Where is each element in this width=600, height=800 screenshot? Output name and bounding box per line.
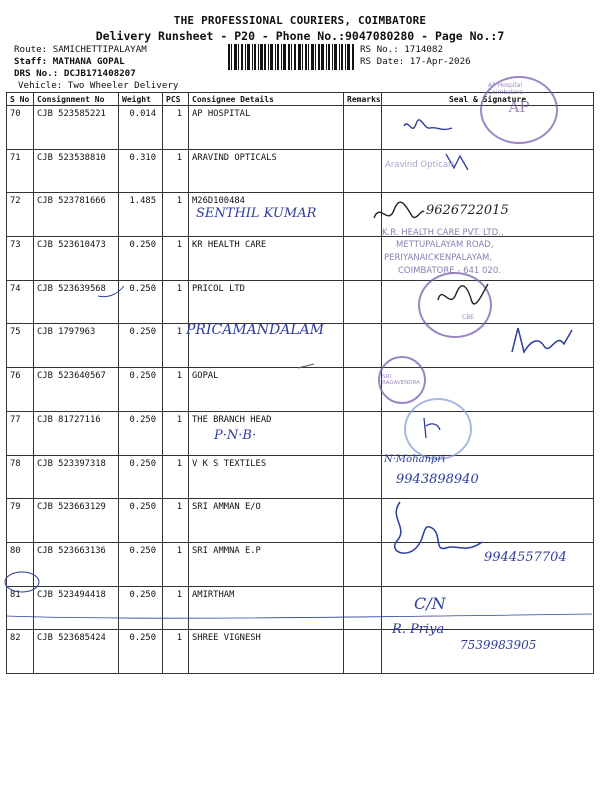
- remarks-cell: [344, 149, 382, 193]
- weight-cell: 1.485: [119, 193, 163, 237]
- circle-mark-row-81: [4, 570, 44, 594]
- handwritten-name-row-72: SENTHIL KUMAR: [196, 206, 317, 221]
- sno-cell: 82: [7, 630, 34, 674]
- table-row: [7, 499, 594, 543]
- company-title: THE PROFESSIONAL COURIERS, COIMBATORE: [173, 14, 427, 27]
- col-header-sno: S No: [7, 93, 34, 106]
- table-row: [7, 237, 594, 281]
- signature-row-74: [432, 280, 492, 314]
- sno-cell: 80: [7, 542, 34, 586]
- consignee-cell: SRI AMMAN E/O: [189, 499, 344, 543]
- consignee-cell: KR HEALTH CARE: [189, 237, 344, 281]
- weight-cell: 0.250: [119, 630, 163, 674]
- col-header-seal: Seal & Signature: [382, 93, 594, 106]
- sno-cell: 81: [7, 586, 34, 630]
- remarks-cell: [344, 630, 382, 674]
- handwritten-phone-row-72: 9626722015: [426, 203, 509, 218]
- table-row: [7, 411, 594, 455]
- remarks-cell: [344, 455, 382, 499]
- sno-cell: 76: [7, 368, 34, 412]
- staff-line: [14, 56, 125, 67]
- handwritten-name-row-78: N·Mohanpri: [384, 454, 446, 465]
- consignment-cell: CJB 523610473: [34, 237, 119, 281]
- handwritten-note-row-81: C/N: [414, 594, 446, 613]
- pen-line-row-81: [4, 592, 594, 622]
- consignee-cell: AP HOSPITAL: [189, 106, 344, 150]
- pcs-cell: 1: [163, 499, 189, 543]
- pcs-cell: 1: [163, 280, 189, 324]
- pcs-cell: 1: [163, 193, 189, 237]
- handwritten-note-row-77: P·N·B·: [214, 428, 257, 443]
- consignment-cell: CJB 523397318: [34, 455, 119, 499]
- signature-row-72: [372, 200, 426, 226]
- pcs-cell: 1: [163, 149, 189, 193]
- weight-cell: 0.250: [119, 368, 163, 412]
- delivery-table-wrap: [6, 92, 593, 662]
- pcs-cell: 1: [163, 368, 189, 412]
- remarks-cell: [344, 368, 382, 412]
- remarks-cell: [344, 237, 382, 281]
- signature-row-75: [508, 322, 580, 362]
- consignment-cell: CJB 81727116: [34, 411, 119, 455]
- ap-hospital-stamp: [480, 76, 558, 144]
- pcs-cell: 1: [163, 542, 189, 586]
- kr-stamp-line3: PERIYANAICKENPALAYAM,: [384, 253, 493, 263]
- handwritten-phone-row-82: 7539983905: [460, 638, 537, 652]
- consignee-cell: GOPAL: [189, 368, 344, 412]
- drs-line: [14, 68, 136, 79]
- pcs-cell: 1: [163, 324, 189, 368]
- consignment-cell: CJB 523585221: [34, 106, 119, 150]
- consignment-cell: CJB 523663129: [34, 499, 119, 543]
- weight-cell: 0.250: [119, 586, 163, 630]
- pricol-stamp-ring: CBE: [462, 314, 475, 321]
- handwritten-name-row-82: R. Priya: [392, 622, 445, 637]
- table-row: [7, 280, 594, 324]
- drs-number: DCJB171408207: [63, 68, 136, 79]
- weight-cell: 0.250: [119, 542, 163, 586]
- barcode: [228, 44, 354, 70]
- gopal-stamp: [378, 356, 426, 404]
- consignment-cell: CJB 523639568: [34, 280, 119, 324]
- sno-cell: 77: [7, 411, 34, 455]
- pcs-cell: 1: [163, 237, 189, 281]
- consignment-cell: CJB 1797963: [34, 324, 119, 368]
- col-header-weight: Weight: [119, 93, 163, 106]
- remarks-cell: [344, 324, 382, 368]
- sno-cell: 78: [7, 455, 34, 499]
- vehicle-text: Vehicle: Two Wheeler Delivery: [18, 80, 179, 91]
- consignee-cell: THE BRANCH HEAD: [189, 411, 344, 455]
- route-text: Route: SAMICHETTIPALAYAM: [14, 44, 147, 55]
- remarks-cell: [344, 499, 382, 543]
- weight-cell: 0.250: [119, 280, 163, 324]
- kr-stamp-line2: METTUPALAYAM ROAD,: [396, 240, 494, 250]
- seal-cell: [382, 149, 594, 193]
- weight-cell: 0.250: [119, 237, 163, 281]
- signature-row-77: [418, 414, 448, 440]
- remarks-cell: [344, 542, 382, 586]
- signature-row-79-80: [386, 498, 486, 568]
- kr-stamp-line4: COIMBATORE - 641 020.: [398, 266, 501, 276]
- col-header-consignment: Consignment No: [34, 93, 119, 106]
- gopal-stamp-ring: SRI RAGAVENDRA: [382, 374, 420, 386]
- consignee-cell: PRICOL LTD: [189, 280, 344, 324]
- staff-name: MATHANA GOPAL: [52, 56, 125, 67]
- pcs-cell: 1: [163, 411, 189, 455]
- consignee-cell: AMIRTHAM: [189, 586, 344, 630]
- rs-number: RS No.: 1714082: [360, 44, 443, 55]
- sno-cell: 70: [7, 106, 34, 150]
- runsheet-subtitle: Delivery Runsheet - P20 - Phone No.:9047080280 - Page No.:7: [95, 29, 505, 43]
- sno-cell: 72: [7, 193, 34, 237]
- weight-cell: 0.014: [119, 106, 163, 150]
- consignee-cell: SRI AMMNA E.P: [189, 542, 344, 586]
- pcs-cell: 1: [163, 106, 189, 150]
- remarks-cell: [344, 280, 382, 324]
- table-row: [7, 368, 594, 412]
- weight-cell: 0.250: [119, 499, 163, 543]
- consignment-cell: CJB 523640567: [34, 368, 119, 412]
- col-header-pcs: PCS: [163, 93, 189, 106]
- consignment-cell: CJB 523781666: [34, 193, 119, 237]
- kr-stamp-line1: K.R. HEALTH CARE PVT. LTD.,: [382, 228, 504, 238]
- signature-row-70: [400, 116, 460, 140]
- table-row: [7, 149, 594, 193]
- ap-stamp-ring: AP Hospital Coimbatore: [488, 82, 523, 96]
- table-row: [7, 455, 594, 499]
- pcs-cell: 1: [163, 455, 189, 499]
- remarks-cell: [344, 411, 382, 455]
- pen-mark-row-76: [296, 362, 316, 370]
- rs-date: RS Date: 17-Apr-2026: [360, 56, 471, 67]
- consignee-cell: ARAVIND OPTICALS: [189, 149, 344, 193]
- pen-mark-row-74: [96, 284, 126, 300]
- handwritten-phone-row-78: 9943898940: [396, 472, 479, 487]
- weight-cell: 0.310: [119, 149, 163, 193]
- sno-cell: 74: [7, 280, 34, 324]
- aravind-stamp: Aravind Opticals: [385, 160, 455, 170]
- handwritten-name-row-75: PRICAMANDALAM: [186, 322, 325, 338]
- drs-label: DRS No.:: [14, 68, 59, 79]
- weight-cell: 0.250: [119, 324, 163, 368]
- remarks-cell: [344, 106, 382, 150]
- staff-label: Staff:: [14, 56, 48, 67]
- weight-cell: 0.250: [119, 411, 163, 455]
- consignee-cell: SHREE VIGNESH: [189, 630, 344, 674]
- ap-stamp-center: AP: [508, 98, 530, 116]
- pcs-cell: 1: [163, 630, 189, 674]
- col-header-remarks: Remarks: [344, 93, 382, 106]
- consignment-cell: CJB 523663136: [34, 542, 119, 586]
- sno-cell: 71: [7, 149, 34, 193]
- sno-cell: 75: [7, 324, 34, 368]
- sno-cell: 79: [7, 499, 34, 543]
- consignee-cell: V K S TEXTILES: [189, 455, 344, 499]
- pcs-cell: 1: [163, 586, 189, 630]
- consignment-cell: CJB 523494418: [34, 586, 119, 630]
- sno-cell: 73: [7, 237, 34, 281]
- col-header-consignee: Consignee Details: [189, 93, 344, 106]
- weight-cell: 0.250: [119, 455, 163, 499]
- delivery-table: [6, 92, 594, 674]
- consignment-cell: CJB 523685424: [34, 630, 119, 674]
- consignment-cell: CJB 523538810: [34, 149, 119, 193]
- handwritten-phone-row-80: 9944557704: [484, 550, 567, 565]
- consignee-cell: M26D100484: [189, 193, 344, 237]
